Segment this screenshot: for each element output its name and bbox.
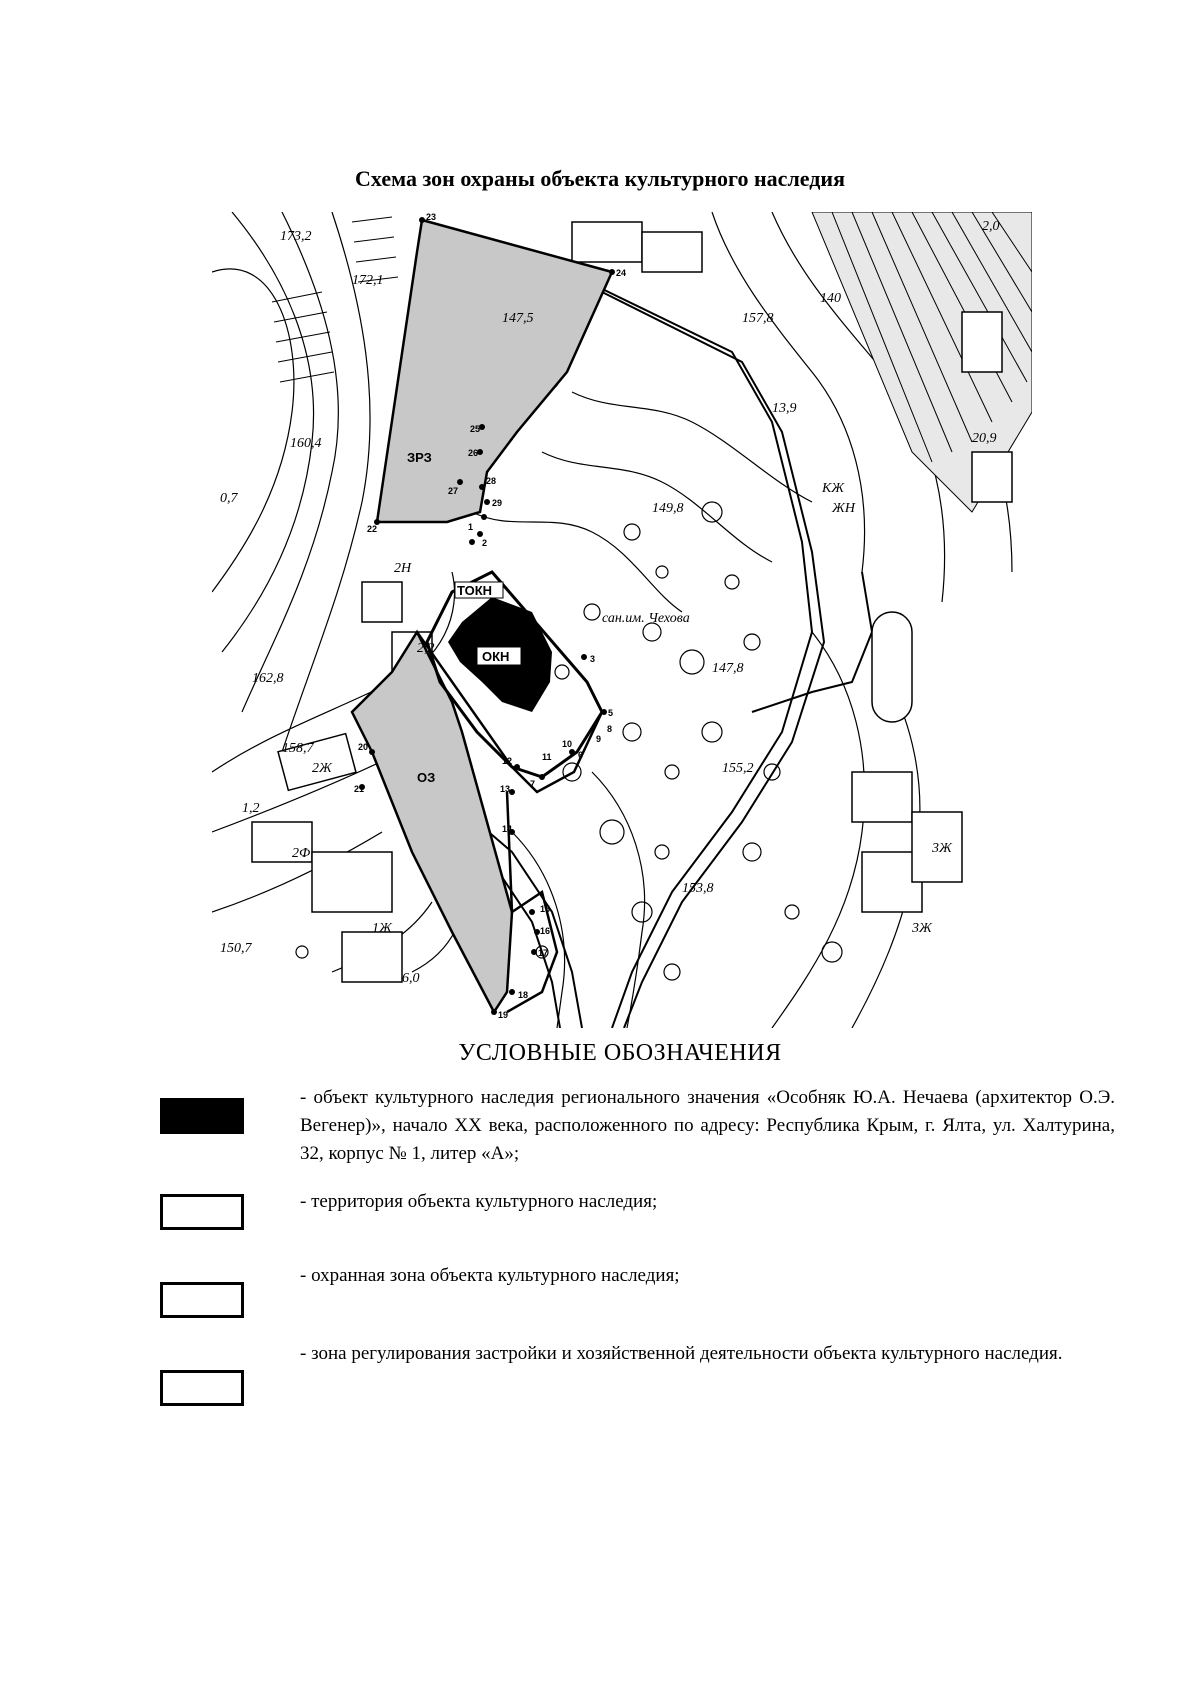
heritage-zones-map [212,212,1032,1028]
svg-text:сан.им. Чехова: сан.им. Чехова [602,611,690,626]
okn-label: ОКН [482,649,510,664]
svg-text:147,5: 147,5 [502,311,534,326]
point-label: 21 [354,784,365,794]
point-label: 13 [500,784,511,794]
point-label: 18 [518,990,529,1000]
tokn-label: ТОКН [457,583,493,598]
svg-text:ЖН: ЖН [832,501,855,516]
point-label: 17 [538,948,549,958]
svg-text:0,7: 0,7 [220,491,238,506]
point-label: 8 [607,724,613,734]
svg-text:147,8: 147,8 [712,661,744,676]
svg-text:140: 140 [820,291,841,306]
document-title: Схема зон охраны объекта культурного наследия [355,166,845,191]
point-label: 5 [608,708,614,718]
svg-text:2,0: 2,0 [982,219,1000,234]
map-canvas [212,212,1032,1028]
point-label: 20 [358,742,369,752]
svg-text:2Ж: 2Ж [312,761,332,776]
point-label: 22 [367,524,378,534]
svg-text:20,9: 20,9 [972,431,997,446]
svg-text:2Ф: 2Ф [292,846,311,861]
svg-text:149,8: 149,8 [652,501,684,516]
svg-text:1Ж: 1Ж [372,921,392,936]
legend-symbol-protection-zone [160,1282,244,1318]
svg-text:162,8: 162,8 [252,671,284,686]
svg-text:2Н: 2Н [394,561,412,576]
point-label: 2 [482,538,488,548]
point-label: 9 [596,734,602,744]
point-label: 6 [578,750,584,760]
legend-symbol-territory [160,1194,244,1230]
point-label: 28 [486,476,497,486]
svg-text:158,7: 158,7 [282,741,314,756]
svg-text:3Ж: 3Ж [912,921,932,936]
point-label: 3 [590,654,596,664]
point-label: 11 [542,752,552,762]
svg-text:150,7: 150,7 [220,941,252,956]
zrz-label: ЗРЗ [407,450,432,465]
point-label: 19 [498,1010,509,1020]
svg-text:172,1: 172,1 [352,273,384,288]
point-label: 25 [470,424,481,434]
point-label: 7 [530,779,536,789]
legend-symbol-okn [160,1098,244,1134]
point-label: 24 [616,268,627,278]
point-label: 1 [468,522,474,532]
point-label: 27 [448,486,459,496]
point-label: 15 [540,904,551,914]
point-label: 16 [540,926,551,936]
svg-text:13,9: 13,9 [772,401,797,416]
svg-text:157,8: 157,8 [742,311,774,326]
svg-text:2,2: 2,2 [417,641,435,656]
svg-text:КЖ: КЖ [822,481,845,496]
legend-item-regulation-zone: - зона регулирования застройки и хозяйственной деятельности объекта культурного наследия. [300,1343,1063,1364]
point-label: 14 [502,824,513,834]
legend-title: УСЛОВНЫЕ ОБОЗНАЧЕНИЯ [458,1040,782,1066]
legend-symbol-regulation-zone [160,1370,244,1406]
legend-item-okn: - объект культурного наследия регионального значения «Особняк Ю.А. Нечаева (архитектор О.Э. Вегенер)», начало XX века, расположенного по адресу: Республика Крым, г. Ялта, ул. Халтурина, 32, корпус № 1, литер «А»; [300,1087,1115,1164]
point-label: 12 [502,756,513,766]
svg-text:153,8: 153,8 [682,881,714,896]
legend-item-territory: - территория объекта культурного наследия; [300,1191,658,1212]
point-label: 26 [468,448,479,458]
oz-label: ОЗ [417,770,436,785]
point-label: 29 [492,498,503,508]
point-label: 10 [562,739,573,749]
point-label: 23 [426,212,437,222]
svg-text:1,2: 1,2 [242,801,260,816]
svg-text:6,0: 6,0 [402,971,420,986]
svg-text:3Ж: 3Ж [932,841,952,856]
svg-text:155,2: 155,2 [722,761,754,776]
svg-text:173,2: 173,2 [280,229,312,244]
legend-item-protection-zone: - охранная зона объекта культурного наследия; [300,1265,680,1286]
svg-text:160,4: 160,4 [290,436,322,451]
